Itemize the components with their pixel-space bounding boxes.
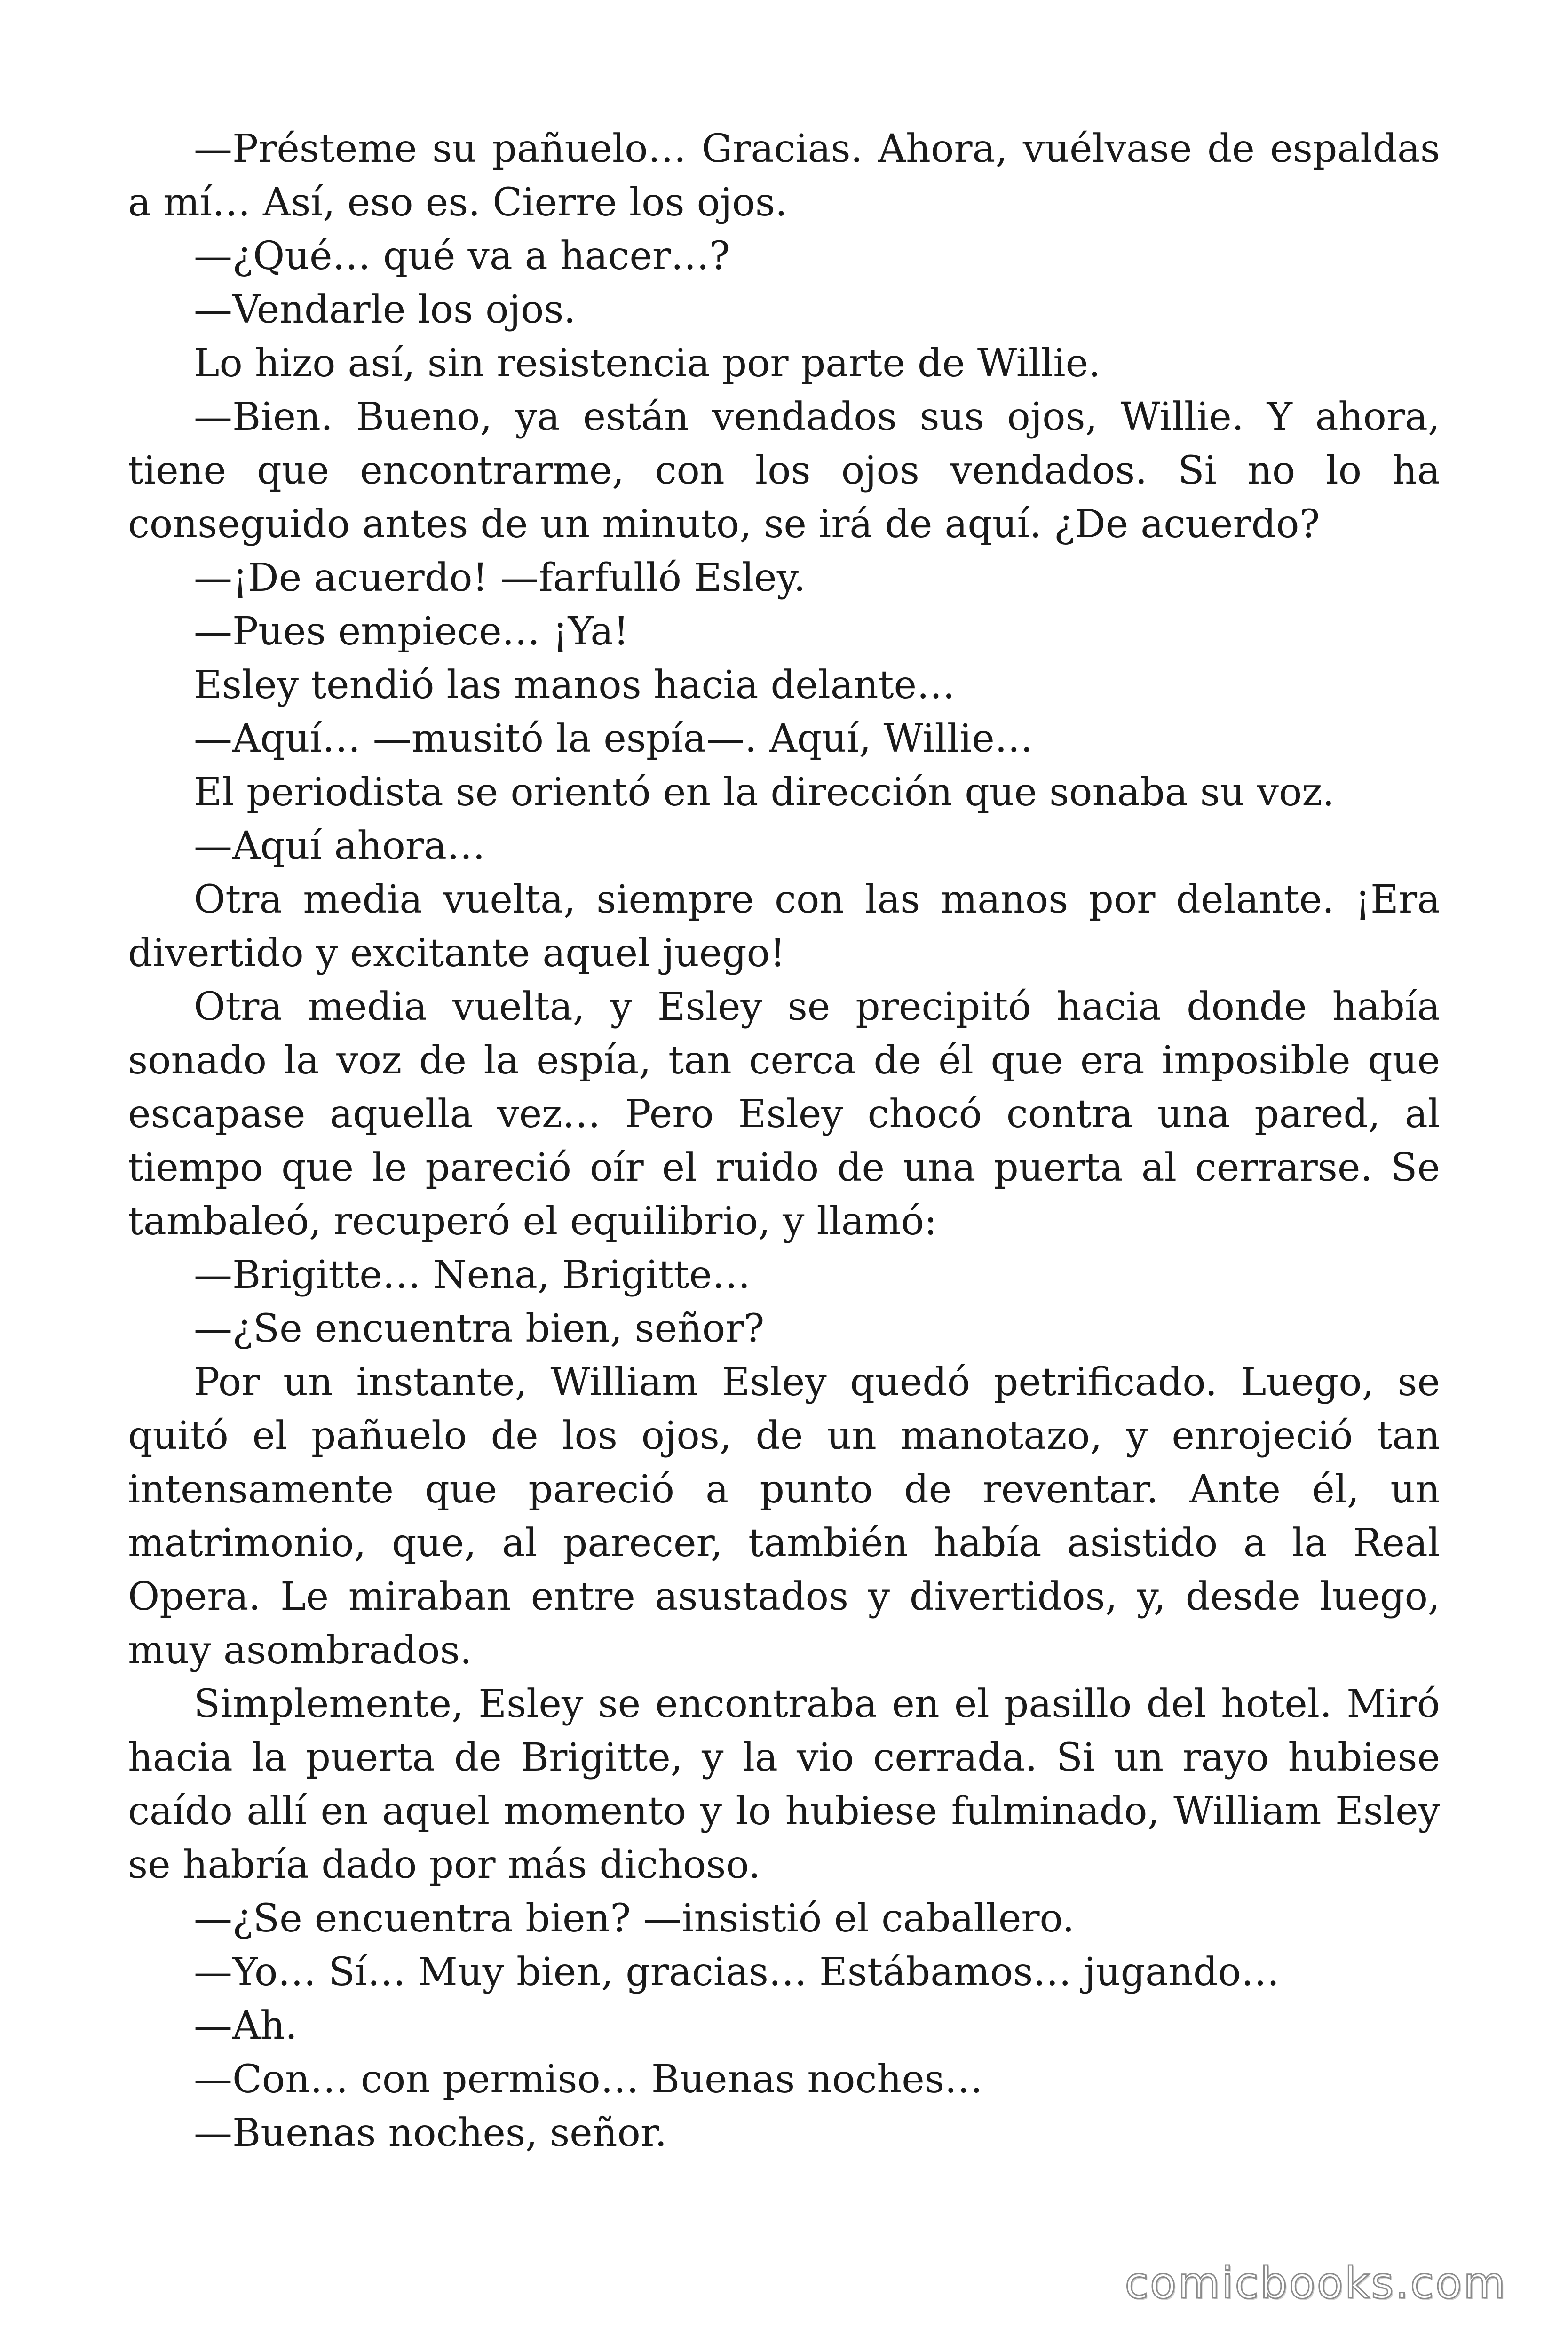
paragraph: —Ah. [194, 2003, 298, 2048]
paragraph: El periodista se orientó en la dirección que sonaba su voz. [194, 770, 1335, 815]
watermark: comicbooks.com [1125, 2258, 1507, 2308]
paragraph: Simplemente, Esley se encontraba en el pasillo del hotel. Miró hacia la puerta de Brigitte, y la vio cerrada. Si un rayo hubiese caído allí en aquel momento y lo hubiese fulminado, William Esley se habría dado por más dichoso. [128, 1682, 1440, 1887]
paragraph: Por un instante, William Esley quedó petrificado. Luego, se quitó el pañuelo de los ojos, de un manotazo, y enrojeció tan intensamente que pareció a punto de reventar. Ante él, un matrimonio, que, al parecer, también había asistido a la Real Opera. Le miraban entre asustados y divertidos, y, desde luego, muy asombrados. [128, 1360, 1440, 1673]
paragraph: —Bien. Bueno, ya están vendados sus ojos, Willie. Y ahora, tiene que encontrarme, con los ojos vendados. Si no lo ha conseguido antes de un minuto, se irá de aquí. ¿De acuerdo? [128, 395, 1440, 547]
paragraph: —Buenas noches, señor. [194, 2111, 667, 2155]
paragraph: —Présteme su pañuelo… Gracias. Ahora, vuélvase de espaldas a mí… Así, eso es. Cierre los ojos. [128, 127, 1440, 225]
paragraph: —¿Se encuentra bien, señor? [194, 1306, 765, 1351]
paragraph: —¿Qué… qué va a hacer…? [194, 234, 730, 278]
paragraph: Lo hizo así, sin resistencia por parte de Willie. [194, 341, 1101, 386]
paragraph: —Aquí ahora… [194, 824, 485, 868]
paragraph: Otra media vuelta, siempre con las manos por delante. ¡Era divertido y excitante aquel juego! [128, 877, 1440, 976]
paragraph: Otra media vuelta, y Esley se precipitó hacia donde había sonado la voz de la espía, tan cerca de él que era imposible que escapase aquella vez… Pero Esley chocó contra una pared, al tiempo que le pareció oír el ruido de una puerta al cerrarse. Se tambaleó, recuperó el equilibrio, y llamó: [128, 985, 1440, 1244]
paragraph: —Con… con permiso… Buenas noches… [194, 2057, 983, 2102]
paragraph: —Pues empiece… ¡Ya! [194, 609, 629, 654]
paragraph: —Brigitte… Nena, Brigitte… [194, 1253, 751, 1297]
paragraph: —¡De acuerdo! —farfulló Esley. [194, 556, 806, 600]
paragraph: —¿Se encuentra bien? —insistió el caballero. [194, 1896, 1075, 1941]
page-body [128, 122, 1440, 2160]
paragraph: —Aquí… —musitó la espía—. Aquí, Willie… [194, 716, 1033, 761]
paragraph: —Vendarle los ojos. [194, 287, 576, 332]
paragraph: Esley tendió las manos hacia delante… [194, 663, 955, 707]
paragraph: —Yo… Sí… Muy bien, gracias… Estábamos… jugando… [194, 1950, 1280, 1994]
